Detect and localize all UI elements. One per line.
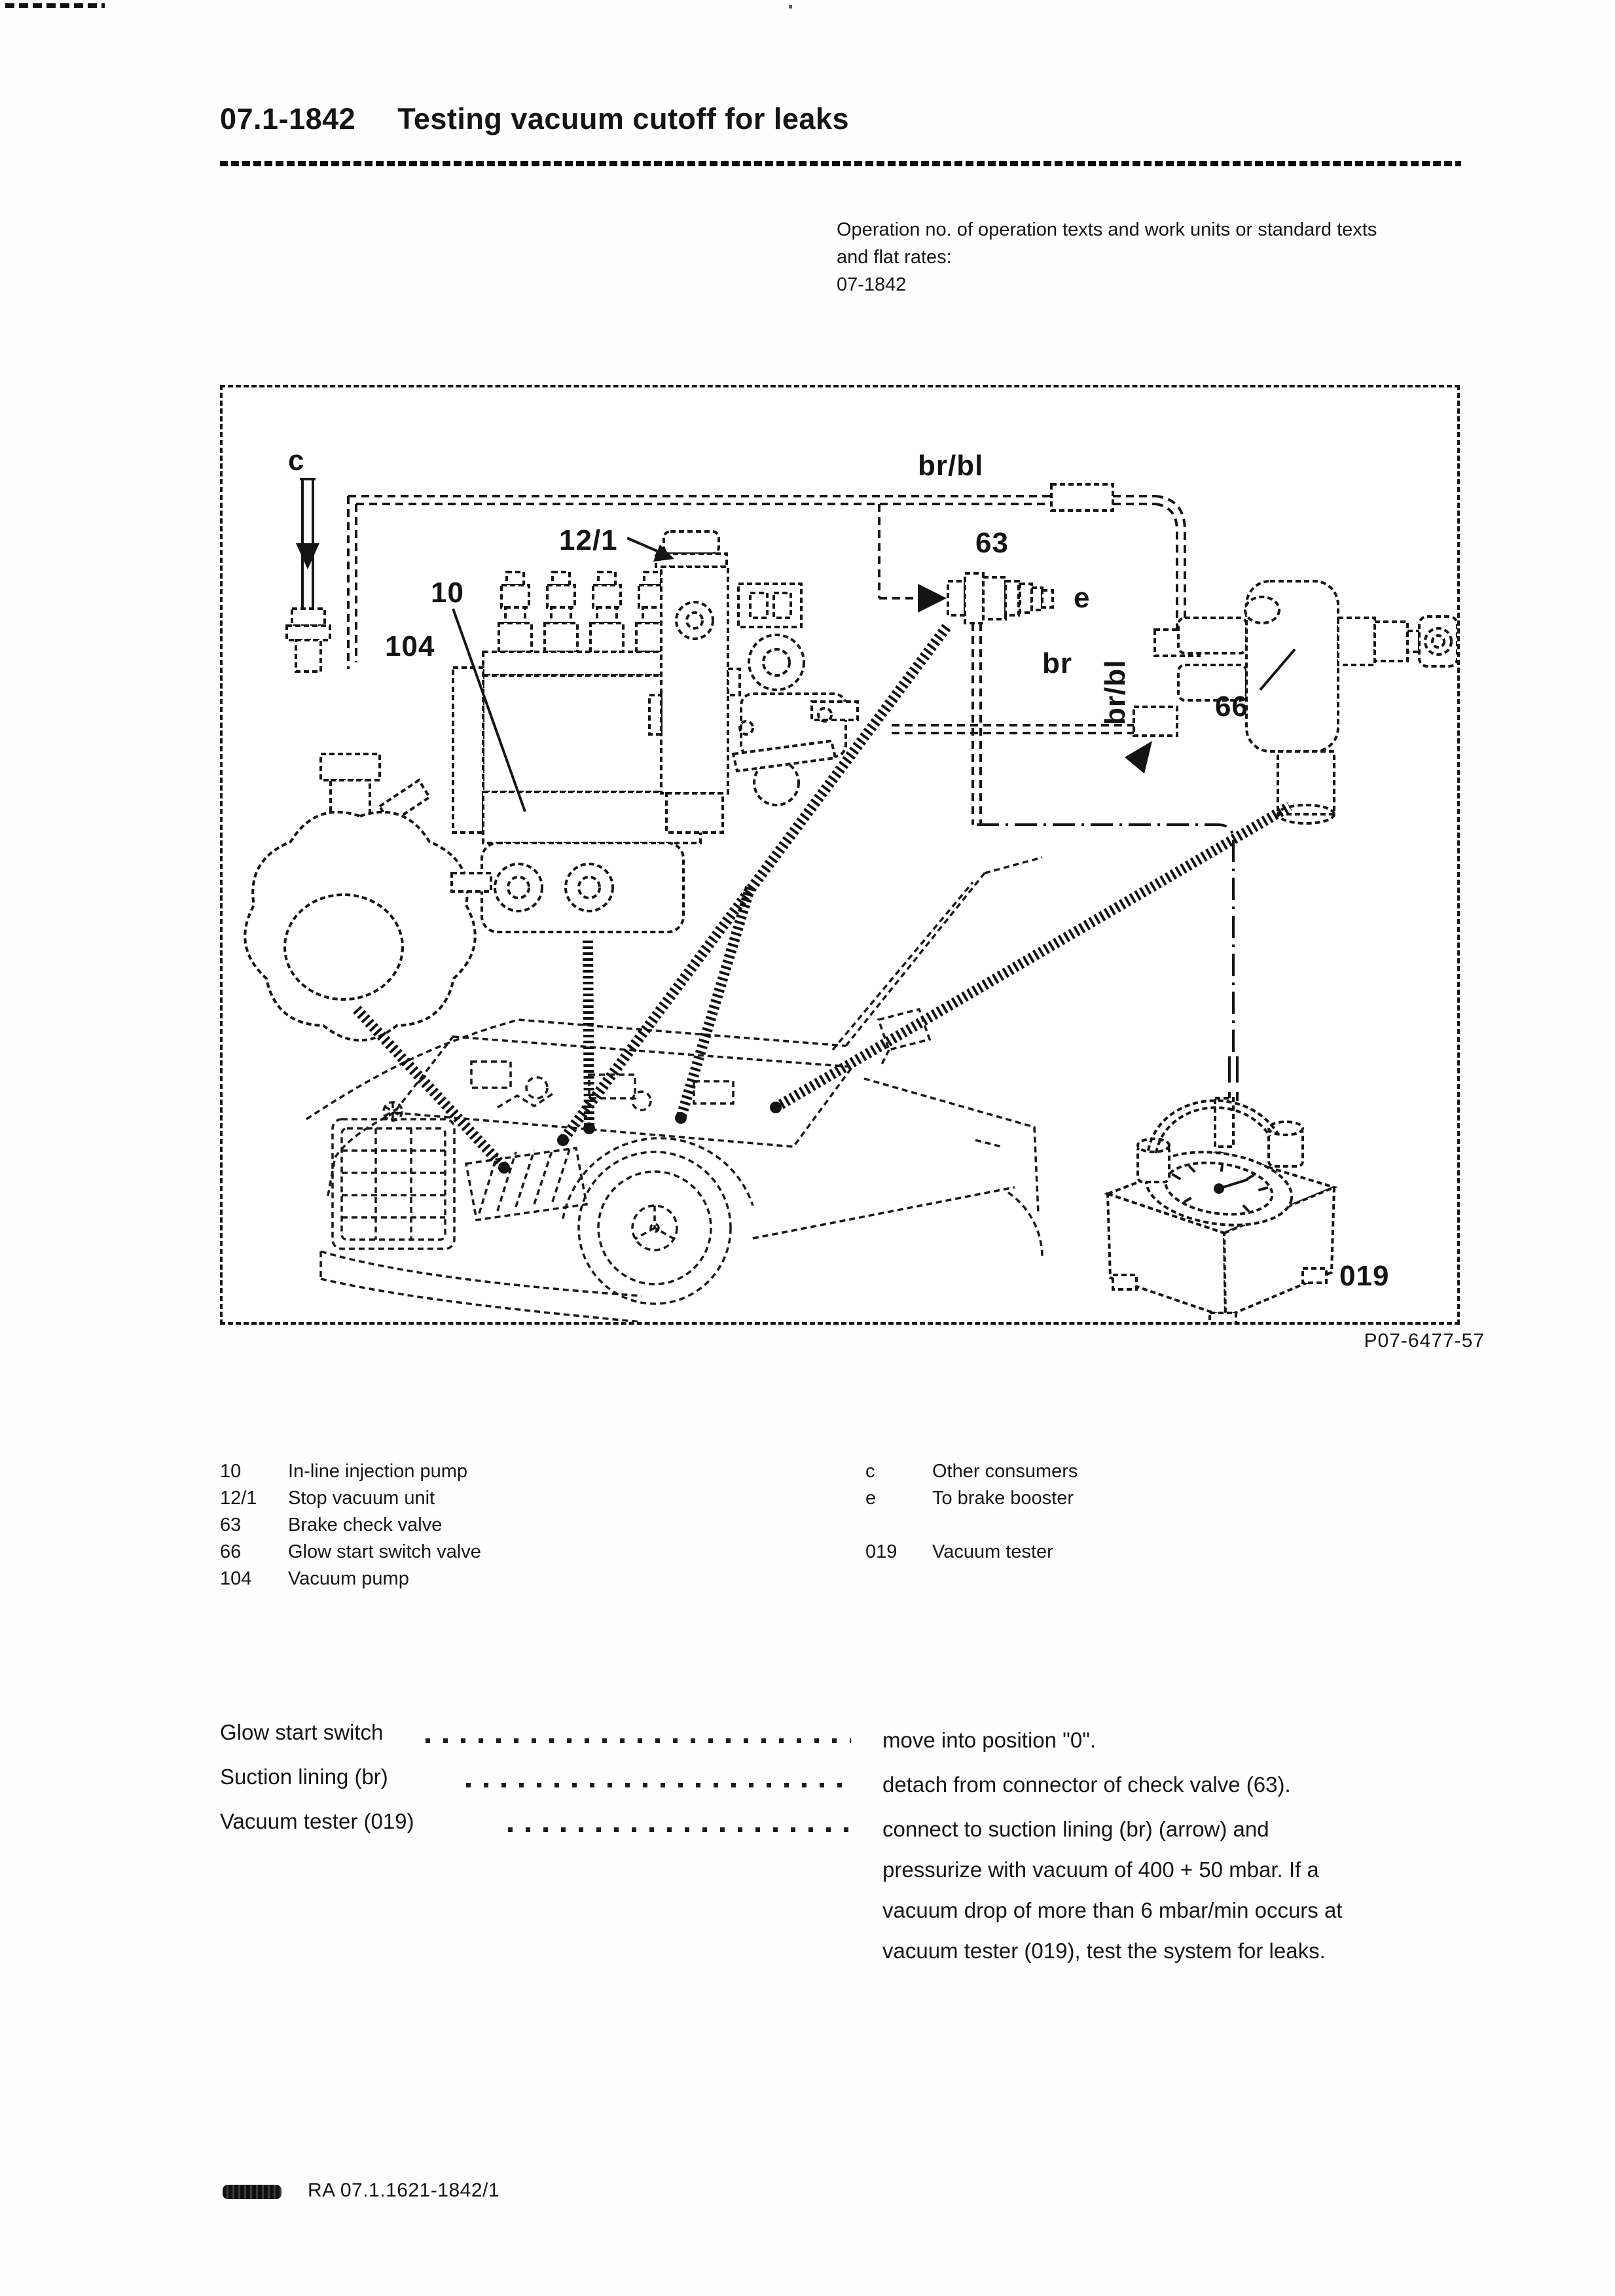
tester-line — [977, 825, 1233, 1056]
label-br-bl-side: br/bl — [1099, 659, 1131, 725]
legend-desc: To brake booster — [932, 1488, 1074, 1509]
legend-num: 104 — [220, 1568, 252, 1589]
legend-desc — [932, 1512, 1078, 1539]
legend-desc — [932, 1566, 1078, 1592]
legend-numbers-right — [865, 1458, 897, 1592]
dot-leader — [426, 1738, 851, 1743]
br-hose-fitting — [1134, 707, 1177, 736]
vacuum-circuit-figure — [220, 385, 1460, 1325]
operation-note — [837, 216, 1498, 298]
legend-numbers-left — [220, 1458, 257, 1592]
fuel-feed-pump-drawing — [733, 584, 858, 805]
label-104: 104 — [385, 630, 435, 662]
label-e: e — [1074, 582, 1091, 614]
legend-descriptions-right — [932, 1458, 1078, 1592]
injector-stubs — [499, 572, 669, 652]
procedure-item: Suction lining (br) — [220, 1765, 388, 1789]
br-bl-hose — [348, 496, 1051, 504]
legend-desc: Vacuum pump — [288, 1568, 409, 1589]
label-66: 66 — [1215, 691, 1248, 723]
procedure-action: detach from connector of check valve (63). — [882, 1772, 1291, 1797]
dot-leader — [508, 1827, 851, 1832]
label-br: br — [1042, 647, 1072, 679]
legend-desc: Glow start switch valve — [288, 1541, 481, 1562]
label-br-bl-top: br/bl — [918, 450, 984, 482]
footer-reference: RA 07.1.1621-1842/1 — [308, 2179, 500, 2201]
label-019: 019 — [1339, 1260, 1390, 1292]
suction-arrow-icon — [1125, 741, 1152, 774]
legend-num: 63 — [220, 1515, 242, 1535]
label-12-1: 12/1 — [559, 524, 618, 556]
operation-note-line1: Operation no. of operation texts and work units or standard texts — [837, 219, 1377, 240]
procedure-item: Glow start switch — [220, 1720, 384, 1744]
br-hose — [892, 725, 1134, 733]
vacuum-circuit-diagram — [223, 387, 1457, 1322]
hose-connector-sleeve — [1051, 484, 1113, 511]
brand-logo — [223, 2185, 281, 2199]
legend-num — [865, 1566, 897, 1592]
dot-leader — [466, 1783, 851, 1787]
procedure-item: Vacuum tester (019) — [220, 1809, 414, 1833]
page-title: Testing vacuum cutoff for leaks — [397, 102, 849, 135]
scan-artifact-dot — [789, 5, 792, 9]
legend-num: 10 — [220, 1461, 242, 1482]
operation-note-line2: and flat rates: — [837, 247, 952, 268]
operation-note-line3: 07-1842 — [837, 274, 907, 295]
legend-num: 12/1 — [220, 1488, 257, 1509]
legend-num: c — [865, 1461, 875, 1482]
legend-desc: Brake check valve — [288, 1515, 443, 1535]
page-header — [220, 102, 849, 136]
figure-caption: P07-6477-57 — [1364, 1330, 1485, 1352]
flow-arrow-icon — [918, 584, 947, 613]
legend-desc: Stop vacuum unit — [288, 1488, 435, 1509]
legend-num: e — [865, 1488, 877, 1509]
procedure-action: connect to suction lining (br) (arrow) and pressurize with vacuum of 400 + 50 mbar. If a vacuum drop of more than 6 mbar/min occurs at vacuum tester (019), test the system for leaks. — [882, 1817, 1343, 1963]
legend-desc: In-line injection pump — [288, 1461, 468, 1482]
legend-desc: Vacuum tester — [932, 1541, 1053, 1562]
legend-desc: Other consumers — [932, 1461, 1078, 1482]
procedure-action: move into position "0". — [882, 1728, 1097, 1752]
label-10: 10 — [431, 577, 464, 609]
branch-to-check-valve — [879, 504, 918, 598]
header-rule — [220, 161, 1461, 166]
scan-artifact-line — [5, 3, 105, 8]
vacuum-pump-drawing — [245, 479, 475, 1041]
legend-num: 66 — [220, 1541, 242, 1562]
section-code: 07.1-1842 — [220, 102, 356, 135]
legend-num — [865, 1512, 897, 1539]
label-63: 63 — [975, 527, 1009, 559]
legend-num: 019 — [865, 1541, 898, 1562]
legend-descriptions-left — [288, 1458, 481, 1592]
label-c: c — [288, 444, 305, 476]
vacuum-tester-drawing — [1108, 1098, 1334, 1322]
check-valve-drawing — [948, 573, 1053, 623]
leader-line-12-1 — [627, 538, 657, 551]
down-arrow-icon — [296, 543, 319, 569]
